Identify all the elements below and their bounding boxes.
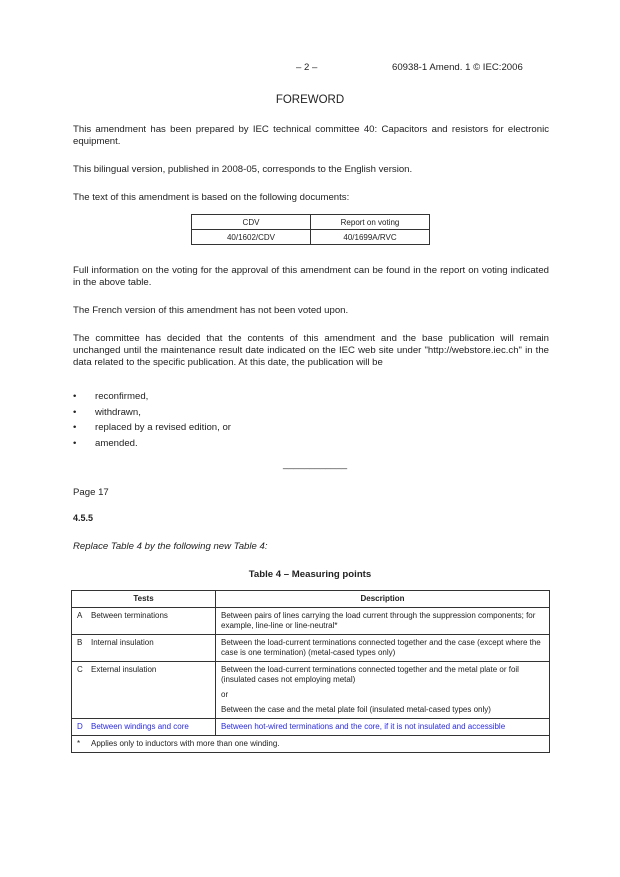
footnote-mark: * [77, 739, 81, 748]
row-letter: C [77, 665, 83, 674]
list-item: • replaced by a revised edition, or [73, 422, 231, 438]
paragraph-voting: Full information on the voting for the approval of this amendment can be found in the report on voting indicated in the above table. [73, 265, 549, 288]
measuring-points-table [71, 590, 550, 753]
document-id: 60938-1 Amend. 1 © IEC:2006 [392, 62, 523, 73]
paragraph-french: The French version of this amendment has not been voted upon. [73, 305, 349, 316]
list-item: • reconfirmed, [73, 391, 231, 407]
table-row [72, 662, 550, 719]
instruction: Replace Table 4 by the following new Table 4: [73, 541, 268, 552]
foreword-title: FOREWORD [275, 94, 345, 106]
voting-table [191, 214, 430, 245]
table-row [72, 608, 550, 635]
paragraph-maintenance: The committee has decided that the contents of this amendment and the base publication will remain unchanged until the maintenance result date indicated on the IEC web site under "http://webstore.iec.ch" in the data related to the specific publication. At this date, the publication will be [73, 333, 549, 368]
row-description: Between hot-wired terminations and the core, if it is not insulated and accessible [216, 719, 550, 736]
paragraph-bilingual: This bilingual version, published in 2008-05, corresponds to the English version. [73, 164, 413, 175]
list-item: • amended. [73, 438, 231, 454]
row-letter: B [77, 638, 83, 647]
table-row [72, 635, 550, 662]
clause-number: 4.5.5 [73, 513, 94, 523]
bullet-list [73, 391, 231, 453]
row-description: Between the load-current terminations connected together and the metal plate or foil (insulated cases not employing metal) [221, 665, 519, 684]
row-test: Between terminations [91, 611, 168, 620]
voting-header-rvc: Report on voting [311, 215, 430, 230]
row-test: External insulation [91, 665, 157, 674]
separator: ____________ [283, 459, 348, 470]
row-letter: A [77, 611, 83, 620]
table-title: Table 4 – Measuring points [248, 569, 372, 580]
page-number: – 2 – [296, 62, 318, 73]
paragraph-committee: This amendment has been prepared by IEC technical committee 40: Capacitors and resistors for electronic equipment. [73, 124, 549, 147]
footnote: Applies only to inductors with more than one winding. [91, 739, 280, 748]
header-tests: Tests [72, 591, 216, 608]
row-description: Between pairs of lines carrying the load current through the suppression components; for example, line-line or line-neutral* [216, 608, 550, 635]
list-item: • withdrawn, [73, 407, 231, 423]
voting-rvc: 40/1699A/RVC [311, 230, 430, 245]
row-letter: D [77, 722, 83, 731]
voting-cdv: 40/1602/CDV [192, 230, 311, 245]
row-description-or: or [221, 690, 229, 699]
voting-header-cdv: CDV [192, 215, 311, 230]
header-description: Description [216, 591, 550, 608]
table-row [72, 719, 550, 736]
paragraph-documents: The text of this amendment is based on the following documents: [73, 192, 350, 203]
row-description: Between the load-current terminations connected together and the case (except where the case is one termination) (metal-cased types only) [216, 635, 550, 662]
page-reference: Page 17 [73, 487, 109, 498]
row-test: Internal insulation [91, 638, 154, 647]
row-test: Between windings and core [91, 722, 189, 731]
row-description: Between the case and the metal plate foil (insulated metal-cased types only) [221, 705, 491, 714]
